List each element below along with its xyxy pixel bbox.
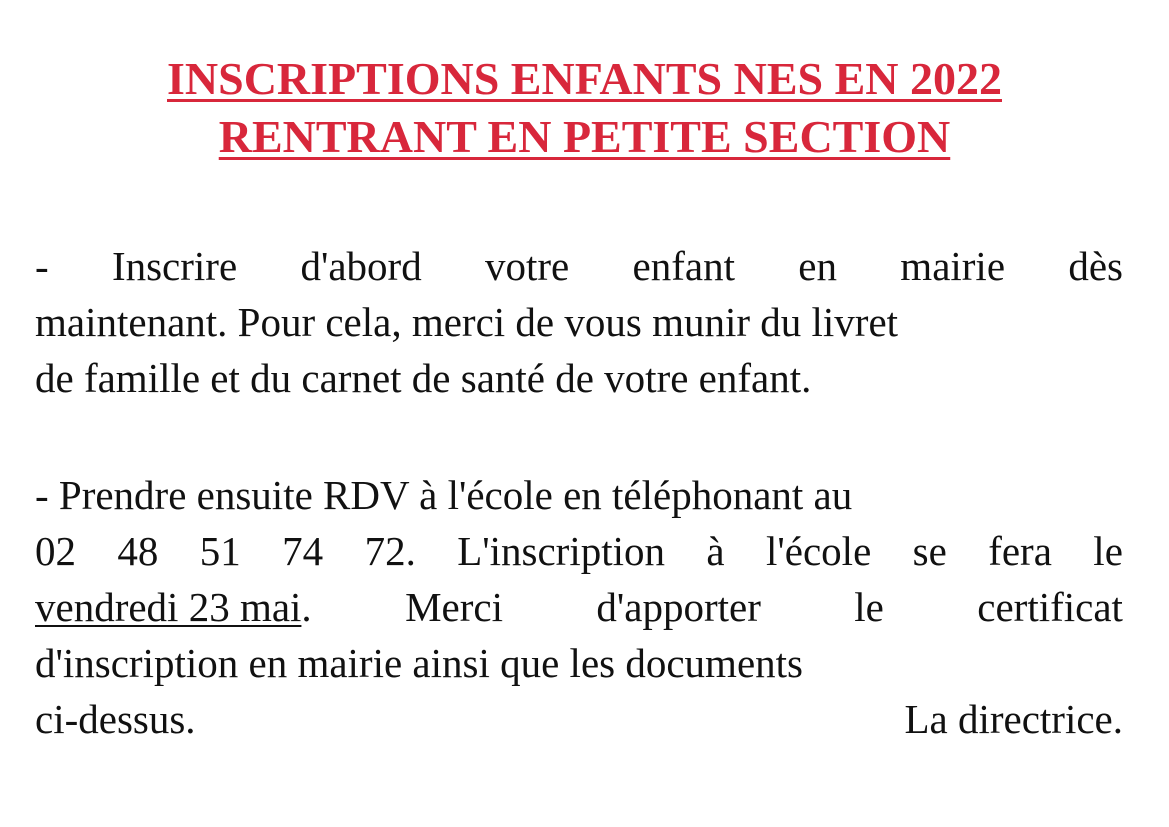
paragraph-ecole-line-2 (35, 523, 1123, 579)
word: . (301, 584, 312, 630)
closing-text: ci-dessus. (35, 696, 196, 742)
word: L'inscription (457, 528, 666, 574)
paragraph-ecole (35, 467, 1123, 747)
word: se (912, 528, 947, 574)
date-group (35, 579, 312, 635)
paragraph-mairie (35, 238, 1123, 406)
word: 51 (199, 528, 241, 574)
word: 02 (35, 528, 76, 574)
paragraph-ecole-line-4: d'inscription en mairie ainsi que les documents (35, 640, 803, 686)
word: en (798, 243, 837, 289)
word: certificat (977, 584, 1123, 630)
title-line-1: INSCRIPTIONS ENFANTS NES EN 2022 (167, 53, 1002, 104)
word: Merci (405, 584, 503, 630)
paragraph-mairie-line-1 (35, 238, 1123, 294)
word: à (706, 528, 725, 574)
paragraph-ecole-line-5 (35, 691, 1123, 747)
title-line-2: RENTRANT EN PETITE SECTION (218, 111, 951, 162)
word: dès (1068, 243, 1123, 289)
word: le (1093, 528, 1123, 574)
word: d'abord (300, 243, 422, 289)
word: 48 (117, 528, 159, 574)
word: votre (485, 243, 570, 289)
signature: La directrice. (904, 696, 1123, 742)
paragraph-ecole-line-3 (35, 579, 1123, 635)
word: fera (988, 528, 1052, 574)
paragraph-ecole-line-1: - Prendre ensuite RDV à l'école en téléphonant au (35, 472, 853, 518)
word: l'école (766, 528, 872, 574)
word: d'apporter (596, 584, 761, 630)
word: mairie (900, 243, 1006, 289)
paragraph-mairie-line-3: de famille et du carnet de santé de votre enfant. (35, 355, 812, 401)
word: enfant (632, 243, 735, 289)
word: - (35, 243, 49, 289)
word: 74 (282, 528, 324, 574)
word: Inscrire (111, 243, 238, 289)
rdv-date: vendredi 23 mai (35, 584, 302, 630)
word: le (854, 584, 884, 630)
word: 72. (364, 528, 416, 574)
paragraph-mairie-line-2: maintenant. Pour cela, merci de vous munir du livret (35, 299, 899, 345)
